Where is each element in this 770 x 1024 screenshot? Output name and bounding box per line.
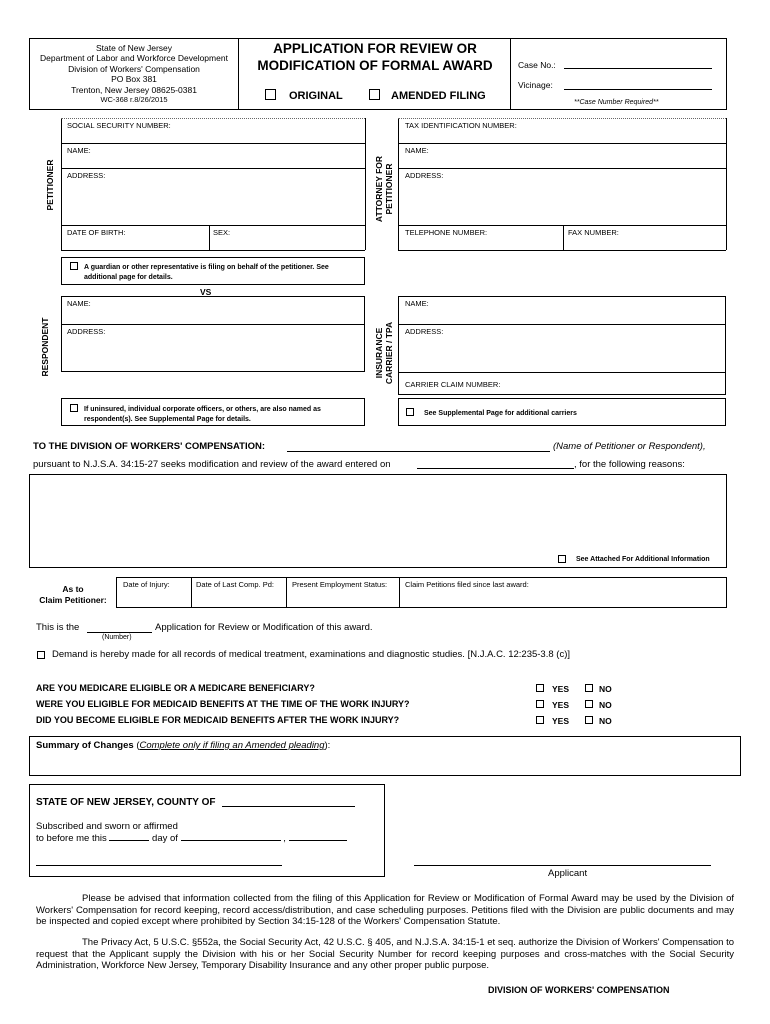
applicant-signature-field[interactable] [414,865,711,866]
award-date-field[interactable] [417,468,574,469]
see-attached-checkbox[interactable] [558,555,566,563]
supplemental-carriers-checkbox[interactable] [406,408,414,416]
original-checkbox[interactable] [265,89,276,100]
form-title-line: MODIFICATION OF FORMAL AWARD [257,58,493,73]
fax-label: FAX NUMBER: [568,228,619,237]
form-title-line: APPLICATION FOR REVIEW OR [273,41,477,56]
applicant-label: Applicant [548,868,588,879]
form-code: WC-368 r.8/26/2015 [100,95,168,105]
original-label: ORIGINAL [289,90,343,102]
notice-paragraph-2: The Privacy Act, 5 U.S.C. §552a, the Social Security Act, 42 U.S.C. § 405, and N.J.S.A. 34:15-1 et seq. authorize the Division of Workers' Compensation to request that the Applicant supply the Division with his or her Social Security Number for record keeping purposes and cross-matches with the Social Security Administration, Workforce New Jersey, Temporary Disability Insurance and any other proper public purpose. [36,937,734,972]
telephone-label: TELEPHONE NUMBER: [405,228,488,237]
carrier-claim-label: CARRIER CLAIM NUMBER: [405,380,501,389]
app-number-suffix: Application for Review or Modification of this award. [155,622,373,633]
demand-checkbox[interactable] [37,651,45,659]
guardian-checkbox[interactable] [70,262,78,270]
agency-block [30,43,238,105]
medicaid-injury-yes-checkbox[interactable] [536,700,544,708]
division-name-hint: (Name of Petitioner or Respondent), [553,441,706,452]
ssn-label: SOCIAL SECURITY NUMBER: [67,121,171,130]
sex-label: SEX: [213,228,231,237]
pursuant-text: pursuant to N.J.S.A. 34:15-27 seeks modification and review of the award entered on [33,459,391,470]
last-comp-label: Date of Last Comp. Pd: [196,580,274,589]
see-attached-label: See Attached For Additional Information [576,556,710,563]
form-title [240,40,510,74]
uninsured-text: If uninsured, individual corporate officers, or others, are also named as respondent(s). See Supplemental Page for details. [84,406,321,423]
no-label: NO [599,700,612,710]
county-field[interactable] [222,806,355,807]
sworn-line-2: to before me this day of , [36,833,347,844]
no-label: NO [599,684,612,694]
vs-label: VS [200,287,212,297]
insurance-name-label: NAME: [405,299,429,308]
agency-line: PO Box 381 [111,74,157,85]
guardian-text: A guardian or other representative is filing on behalf of the petitioner. See additional page for details. [84,264,329,281]
sworn-line-1: Subscribed and sworn or affirmed [36,821,178,832]
respondent-name-label: NAME: [67,299,91,308]
respondent-address-label: ADDRESS: [67,327,106,336]
petitioner-name-label: NAME: [67,146,91,155]
yes-label: YES [552,684,570,694]
question-text: WERE YOU ELIGIBLE FOR MEDICAID BENEFITS AT THE TIME OF THE WORK INJURY? [36,699,410,709]
insurance-address-label: ADDRESS: [405,327,444,336]
agency-line: Trenton, New Jersey 08625-0381 [71,84,197,95]
vicinage-field[interactable] [564,89,712,90]
agency-line: Division of Workers' Compensation [68,63,200,74]
vicinage-label: Vicinage: [518,80,553,90]
medicare-yes-checkbox[interactable] [536,684,544,692]
petitioner-side-label: PETITIONER [45,159,55,211]
no-label: NO [599,716,612,726]
attorney-name-label: NAME: [405,146,429,155]
notice-paragraph-1: Please be advised that information collected from the filing of this Application for Review or Modification of Formal Award may be used by the Division of Workers' Compensation for record keeping, record access/distribution, and case scheduling purposes. Petitions filed with the Division are public documents and may be inspected and copied except where prohibited by Section 34:15-128 of the Workers' Compensation Statute. [36,893,734,928]
yes-label: YES [552,700,570,710]
medicaid-injury-no-checkbox[interactable] [585,700,593,708]
attorney-address-label: ADDRESS: [405,171,444,180]
petitioner-address-label: ADDRESS: [67,171,106,180]
question-text: DID YOU BECOME ELIGIBLE FOR MEDICAID BENEFITS AFTER THE WORK INJURY? [36,715,400,725]
yes-label: YES [552,716,570,726]
app-number-caption: (Number) [102,634,132,641]
amended-filing-label: AMENDED FILING [391,90,486,102]
tax-id-label: TAX IDENTIFICATION NUMBER: [405,121,517,130]
question-text: ARE YOU MEDICARE ELIGIBLE OR A MEDICARE BENEFICIARY? [36,683,315,693]
state-county-label: STATE OF NEW JERSEY, COUNTY OF [36,797,216,808]
date-of-injury-label: Date of Injury: [123,580,170,589]
claim-row-label: As to Claim Petitioner: [39,584,107,605]
respondent-side-label: RESPONDENT [40,317,50,377]
case-no-field[interactable] [564,68,712,69]
uninsured-checkbox[interactable] [70,404,78,412]
case-no-label: Case No.: [518,60,556,70]
app-number-prefix: This is the [36,622,80,633]
insurance-side-label: INSURANCE CARRIER / TPA [374,321,394,385]
medicare-no-checkbox[interactable] [585,684,593,692]
reasons-textarea[interactable] [29,474,727,568]
supplemental-carriers-label: See Supplemental Page for additional carriers [424,410,577,417]
footer-division: DIVISION OF WORKERS' COMPENSATION [488,985,670,995]
employment-status-label: Present Employment Status: [292,580,388,589]
agency-line: Department of Labor and Workforce Development [40,53,228,64]
division-to-label: TO THE DIVISION OF WORKERS' COMPENSATION: [33,441,266,452]
petitioner-respondent-name-field[interactable] [287,451,550,452]
case-required-note: **Case Number Required** [574,99,659,106]
summary-label: Summary of Changes (Complete only if filing an Amended pleading): [36,740,331,751]
claim-petitions-label: Claim Petitions filed since last award: [405,580,529,589]
notary-signature-field[interactable] [36,865,282,866]
medicaid-after-no-checkbox[interactable] [585,716,593,724]
app-number-field[interactable] [87,632,152,633]
attorney-side-label: ATTORNEY FOR PETITIONER [374,155,394,223]
demand-text: Demand is hereby made for all records of medical treatment, examinations and diagnostic studies. [N.J.A.C. 12:235-3.8 (c)] [52,649,570,660]
medicaid-after-yes-checkbox[interactable] [536,716,544,724]
agency-line: State of New Jersey [95,43,173,53]
reasons-text: , for the following reasons: [574,459,685,470]
dob-label: DATE OF BIRTH: [67,228,126,237]
amended-filing-checkbox[interactable] [369,89,380,100]
